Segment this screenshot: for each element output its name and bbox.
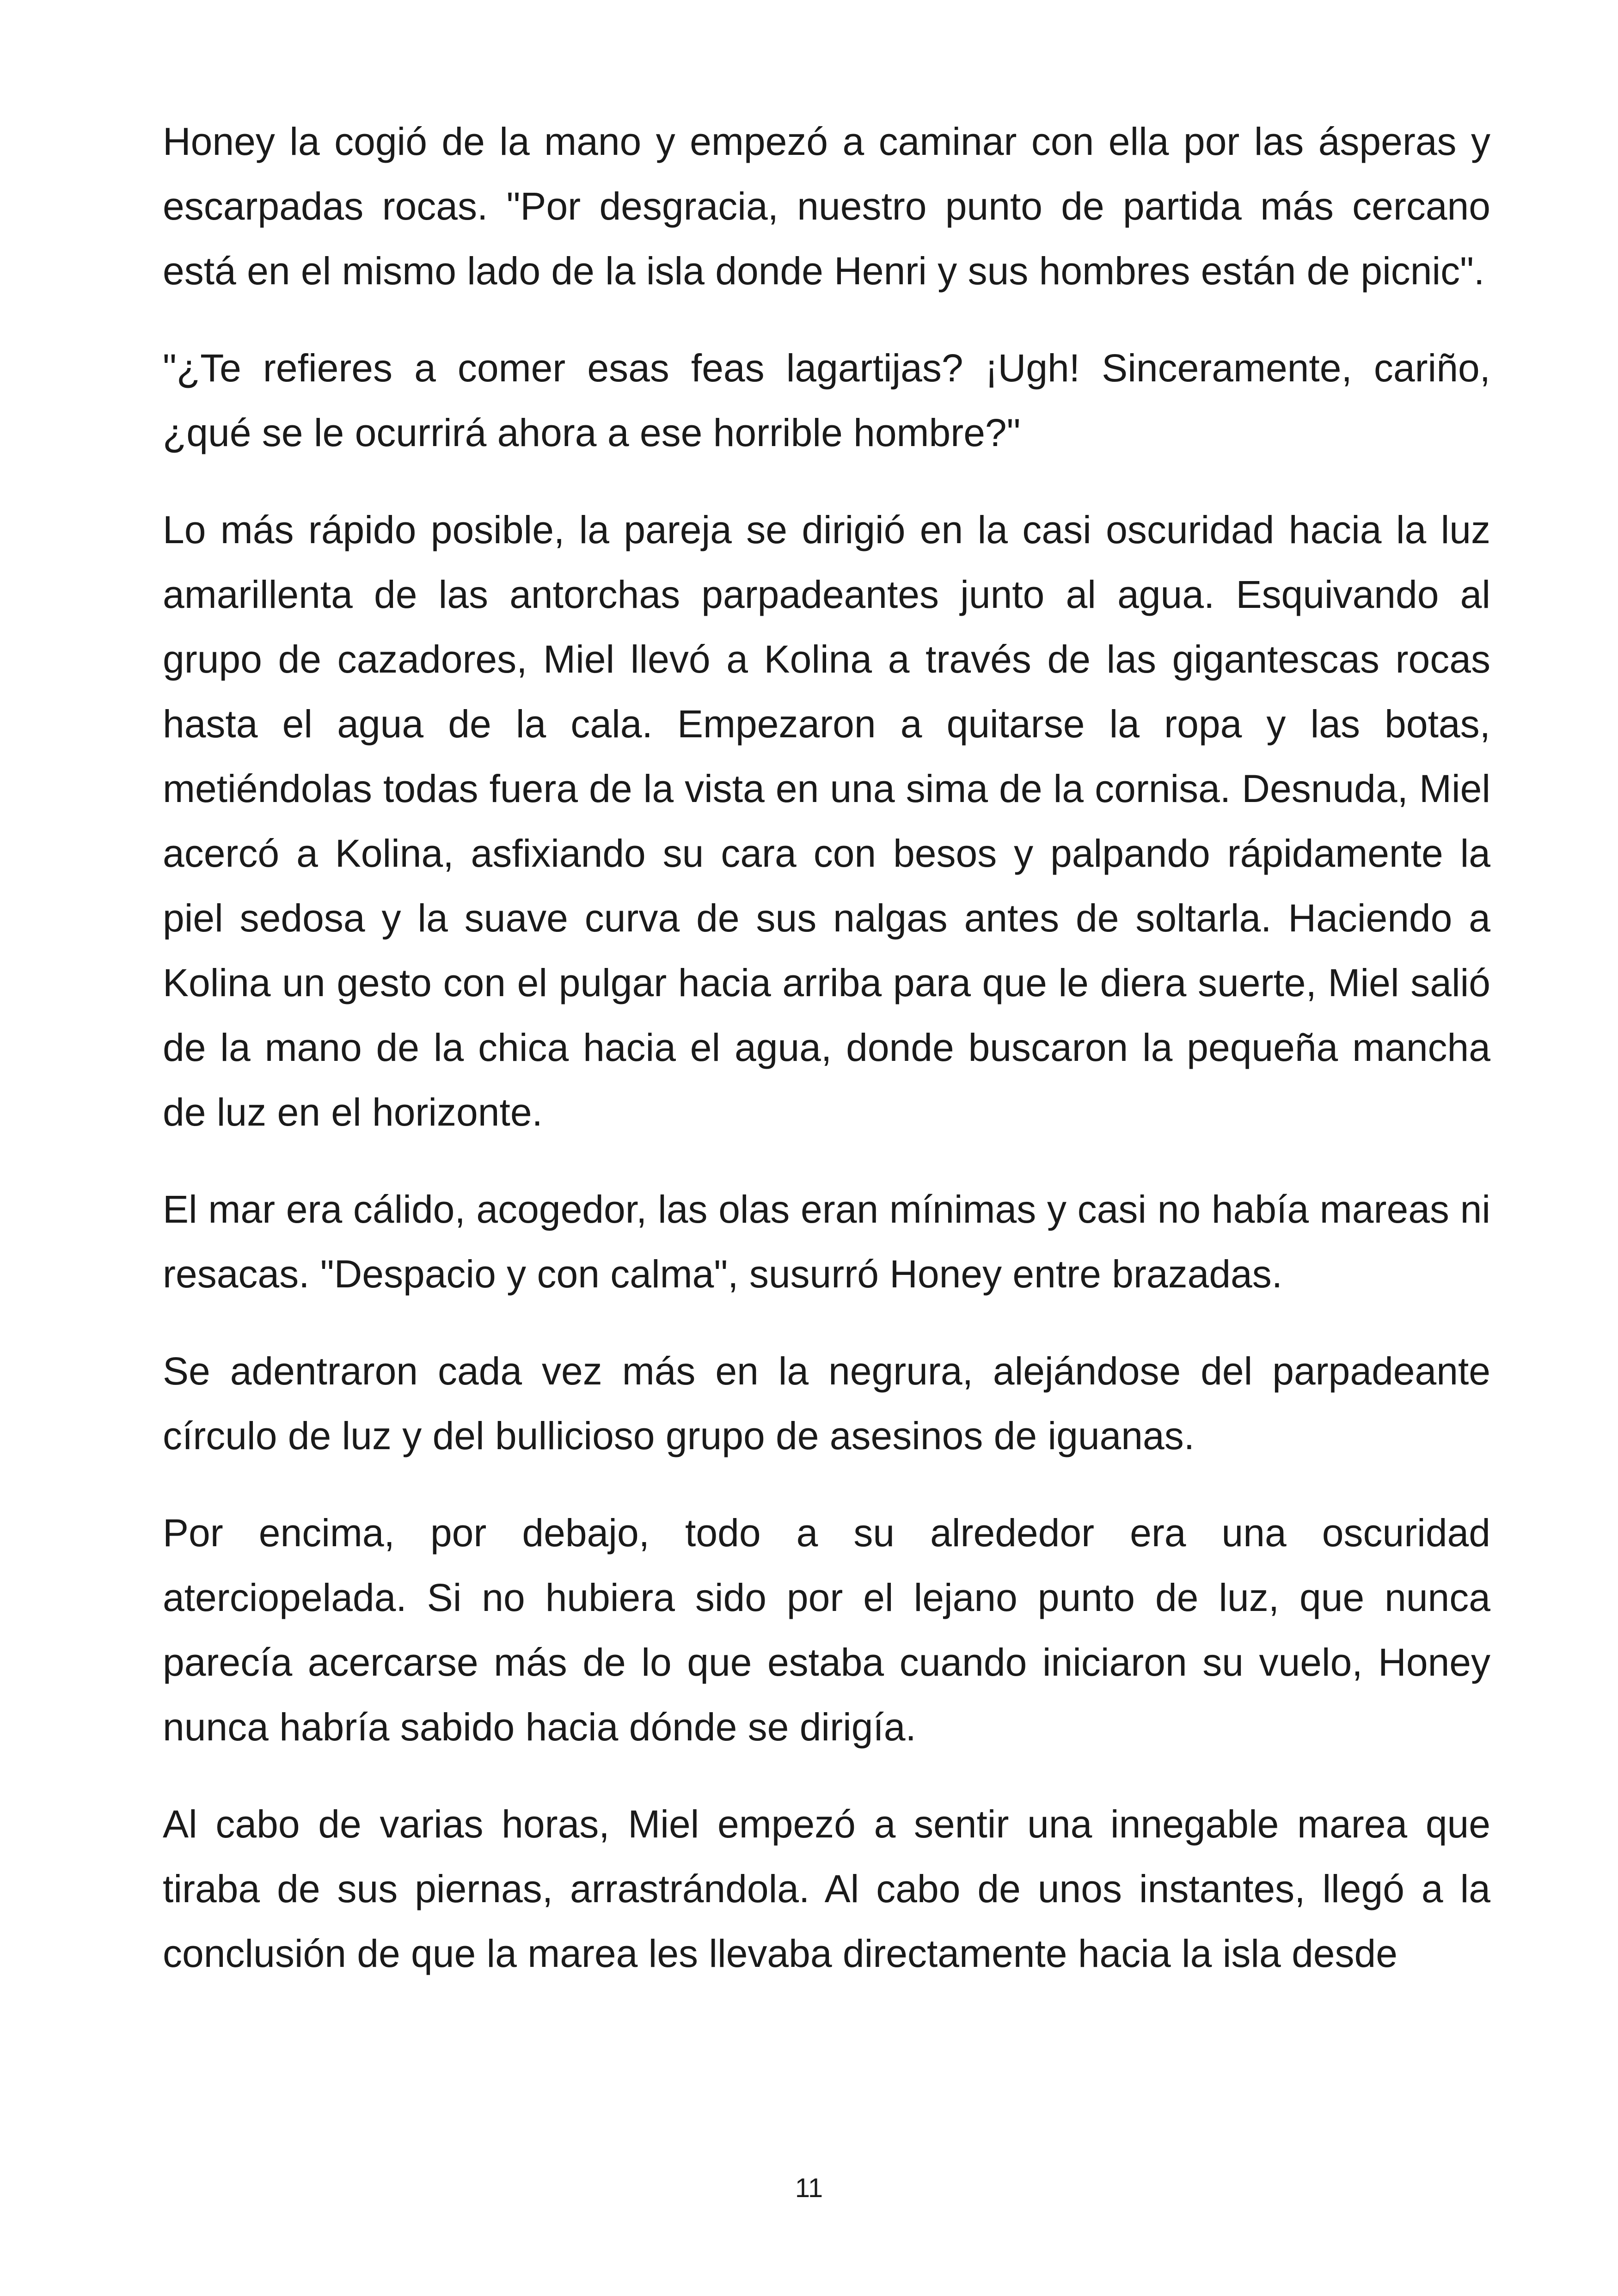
paragraph-6: Por encima, por debajo, todo a su alrededor era una oscuridad aterciopelada. Si no hubiera sido por el lejano punto de luz, que nunca parecía acercarse más de lo que estaba cuando iniciaron su vuelo, Honey nunca habría sabido hacia dónde se dirigía. — [163, 1511, 1490, 1749]
paragraph-7: Al cabo de varias horas, Miel empezó a sentir una innegable marea que tiraba de sus piernas, arrastrándola. Al cabo de unos instantes, llegó a la conclusión de que la marea les llevaba directamente hacia la isla desde — [163, 1802, 1490, 1975]
paragraph-3: Lo más rápido posible, la pareja se dirigió en la casi oscuridad hacia la luz amarillenta de las antorchas parpadeantes junto al agua. Esquivando al grupo de cazadores, Miel llevó a Kolina a través de las gigantescas rocas hasta el agua de la cala. Empezaron a quitarse la ropa y las botas, metiéndolas todas fuera de la vista en una sima de la cornisa. Desnuda, Miel acercó a Kolina, asfixiando su cara con besos y palpando rápidamente la piel sedosa y la suave curva de sus nalgas antes de soltarla. Haciendo a Kolina un gesto con el pulgar hacia arriba para que le diera suerte, Miel salió de la mano de la chica hacia el agua, donde buscaron la pequeña mancha de luz en el horizonte. — [163, 508, 1490, 1134]
paragraph-2: "¿Te refieres a comer esas feas lagartijas? ¡Ugh! Sinceramente, cariño, ¿qué se le ocurrirá ahora a ese horrible hombre?" — [163, 346, 1490, 454]
body-text — [163, 109, 1490, 2018]
paragraph-4: El mar era cálido, acogedor, las olas eran mínimas y casi no había mareas ni resacas. "Despacio y con calma", susurró Honey entre brazadas. — [163, 1188, 1490, 1296]
paragraph-1: Honey la cogió de la mano y empezó a caminar con ella por las ásperas y escarpadas rocas. "Por desgracia, nuestro punto de partida más cercano está en el mismo lado de la isla donde Henri y sus hombres están de picnic". — [163, 120, 1490, 293]
paragraph-5: Se adentraron cada vez más en la negrura, alejándose del parpadeante círculo de luz y del bullicioso grupo de asesinos de iguanas. — [163, 1349, 1490, 1457]
page-number: 11 — [795, 2173, 823, 2203]
